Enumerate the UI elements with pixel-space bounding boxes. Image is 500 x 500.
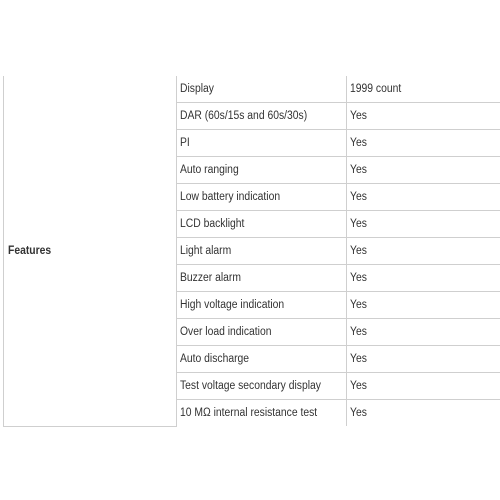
feature-value-cell <box>347 400 500 427</box>
feature-value: Yes <box>350 272 367 284</box>
feature-value-cell <box>347 265 500 292</box>
feature-name-cell <box>177 265 347 292</box>
feature-value-cell <box>347 157 500 184</box>
table-row <box>4 76 500 103</box>
feature-name-cell <box>177 130 347 157</box>
feature-value: Yes <box>350 380 367 392</box>
feature-name: Test voltage secondary display <box>180 380 321 392</box>
group-label: Features <box>8 244 52 257</box>
feature-name: Buzzer alarm <box>180 272 241 284</box>
features-spec-table <box>3 76 500 427</box>
spec-table-body <box>4 76 500 426</box>
feature-value: Yes <box>350 218 367 230</box>
feature-value-cell <box>347 76 500 103</box>
feature-name: Display <box>180 83 214 95</box>
feature-value: Yes <box>350 110 367 122</box>
group-label-cell <box>4 76 177 426</box>
feature-value: Yes <box>350 245 367 257</box>
feature-name: PI <box>180 137 190 149</box>
feature-name: DAR (60s/15s and 60s/30s) <box>180 110 308 122</box>
feature-name: Low battery indication <box>180 191 281 203</box>
feature-value: Yes <box>350 137 367 149</box>
feature-name-cell <box>177 292 347 319</box>
feature-value-cell <box>347 130 500 157</box>
feature-name-cell <box>177 238 347 265</box>
feature-name: 10 MΩ internal resistance test <box>180 407 318 419</box>
feature-value-cell <box>347 211 500 238</box>
feature-value: Yes <box>350 326 367 338</box>
feature-name: Auto discharge <box>180 353 250 365</box>
feature-name-cell <box>177 346 347 373</box>
feature-name: Over load indication <box>180 326 272 338</box>
feature-value: Yes <box>350 191 367 203</box>
feature-name-cell <box>177 76 347 103</box>
feature-name: Light alarm <box>180 245 232 257</box>
feature-value: Yes <box>350 353 367 365</box>
feature-name-cell <box>177 103 347 130</box>
feature-name: LCD backlight <box>180 218 245 230</box>
feature-value: Yes <box>350 164 367 176</box>
feature-value: 1999 count <box>350 83 402 95</box>
feature-name-cell <box>177 211 347 238</box>
feature-name: Auto ranging <box>180 164 239 176</box>
feature-value-cell <box>347 319 500 346</box>
feature-name-cell <box>177 184 347 211</box>
feature-name-cell <box>177 373 347 400</box>
feature-value: Yes <box>350 299 367 311</box>
feature-value-cell <box>347 292 500 319</box>
feature-value-cell <box>347 184 500 211</box>
feature-name-cell <box>177 157 347 184</box>
feature-value-cell <box>347 373 500 400</box>
feature-value-cell <box>347 238 500 265</box>
feature-name-cell <box>177 319 347 346</box>
feature-value-cell <box>347 103 500 130</box>
feature-name-cell <box>177 400 347 427</box>
feature-value: Yes <box>350 407 367 419</box>
feature-name: High voltage indication <box>180 299 285 311</box>
feature-value-cell <box>347 346 500 373</box>
